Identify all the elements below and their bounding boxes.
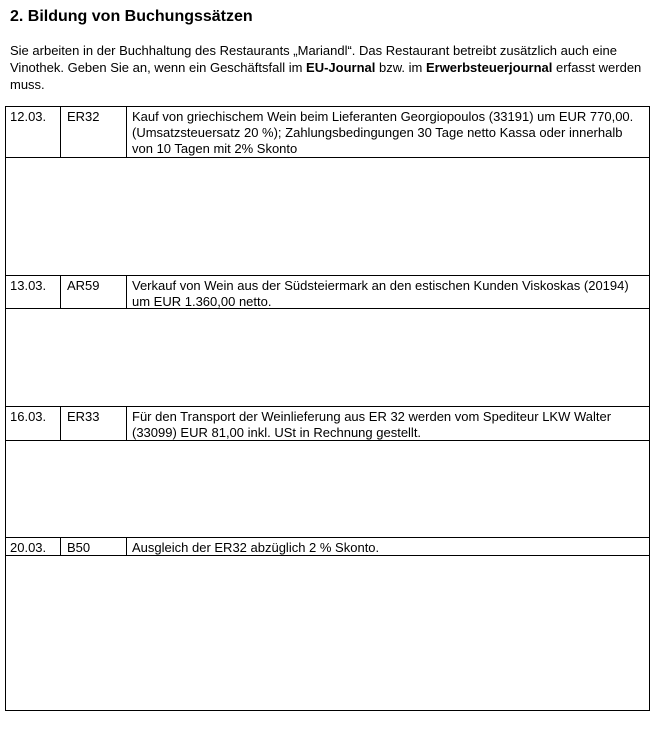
case-date: 12.03. [6,107,61,157]
case-description: Kauf von griechischem Wein beim Lieferanten Georgiopoulos (33191) um EUR 770,00. (Umsatzsteuersatz 20 %); Zahlungsbedingungen 30 Tage netto Kassa oder innerhalb von 10 Tagen mit 2% Skonto [132,109,634,156]
intro-text-2: bzw. im [375,60,426,75]
case-date: 20.03. [6,538,61,555]
section-title: 2. Bildung von Buchungssätzen [10,8,253,25]
answer-area-3[interactable] [6,441,649,537]
case-date: 13.03. [6,276,61,308]
eu-journal-term: EU-Journal [306,60,376,75]
intro-text-3: erfasst werden muss. [10,60,642,92]
answer-area-2[interactable] [6,309,649,406]
answer-area-4[interactable] [6,556,649,710]
case-date: 16.03. [6,407,61,440]
case-document: AR59 [61,276,127,308]
transaction-table [5,106,650,711]
erwerbsteuerjournal-term: Erwerbsteuerjournal [425,60,553,75]
case-description: Verkauf von Wein aus der Südsteiermark an den estischen Kunden Viskoskas (20194) um EUR 1.360,00 netto. [132,278,629,309]
case-document: ER33 [61,407,127,440]
case-row-4 [6,537,649,556]
case-description: Ausgleich der ER32 abzüglich 2 % Skonto. [132,540,380,555]
intro-paragraph [10,42,660,93]
case-row-3 [6,406,649,441]
case-document: ER32 [61,107,127,157]
case-description: Für den Transport der Weinlieferung aus ER 32 werden vom Spediteur LKW Walter (33099) EUR 81,00 inkl. USt in Rechnung gestellt. [132,409,612,440]
intro-text-1: Sie arbeiten in der Buchhaltung des Restaurants „Mariandl“. Das Restaurant betreibt zusätzlich auch eine Vinothek. Geben Sie an, wenn ein Geschäftsfall im [10,43,618,75]
case-row-1 [6,107,649,158]
case-document: B50 [61,538,127,555]
answer-area-1[interactable] [6,158,649,275]
case-row-2 [6,275,649,309]
